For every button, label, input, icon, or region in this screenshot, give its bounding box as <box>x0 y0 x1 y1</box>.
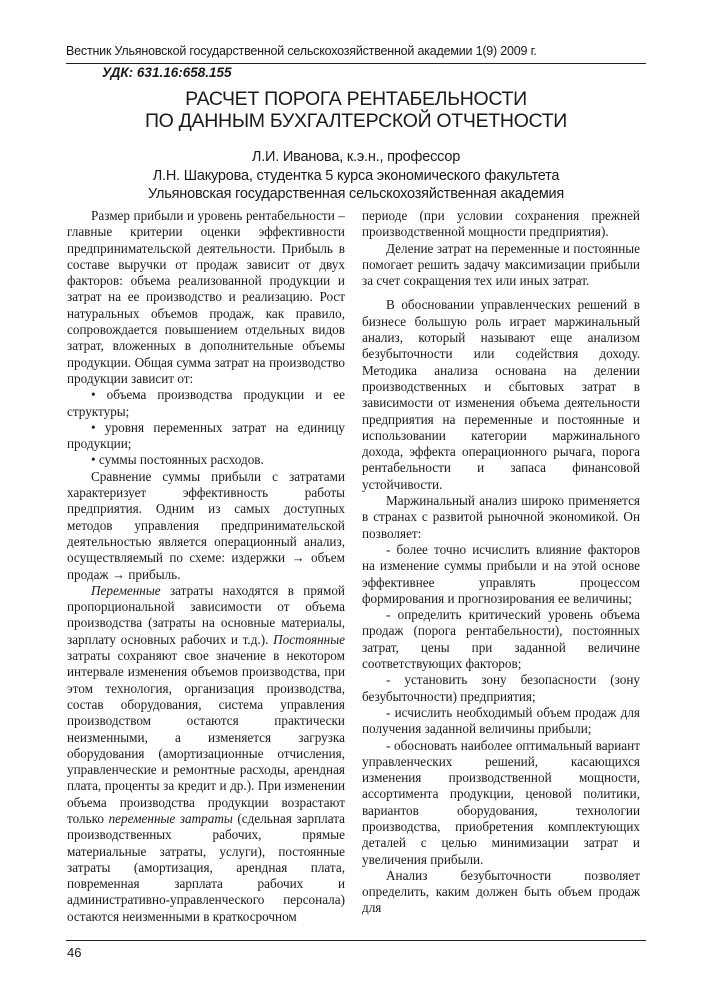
paragraph: периоде (при условии сохранения прежней производственной мощности предприятия). <box>362 208 640 240</box>
text-run: (сдельная зарплата производственных рабочих, прямые материальные затраты, услуги), постоянные затраты (амортизация, арендная плата, повременная зарплата рабочих и административно-управленческого персонала) остаются неизменными в краткосрочном <box>67 810 346 924</box>
author-2: Л.Н. Шакурова, студентка 5 курса экономического факультета <box>152 167 560 184</box>
right-column <box>362 208 640 917</box>
emphasis: Постоянные <box>273 631 345 647</box>
left-column <box>67 208 345 925</box>
author-block <box>66 148 646 204</box>
title-line-1: РАСЧЕТ ПОРОГА РЕНТАБЕЛЬНОСТИ <box>185 88 527 110</box>
bullet-item: • суммы постоянных расходов. <box>91 452 264 468</box>
affiliation: Ульяновская государственная сельскохозяйственная академия <box>147 186 565 202</box>
bullet-item: • объема производства продукции и ее структуры; <box>67 387 345 419</box>
udk-code: УДК: 631.16:658.155 <box>102 65 232 80</box>
paragraph: Анализ безубыточности позволяет определить, каким должен быть объем продаж для <box>362 867 640 916</box>
paragraph <box>67 583 345 925</box>
article-title <box>66 88 646 132</box>
paragraph: Сравнение суммы прибыли с затратами характеризует эффективность работы предприятия. Одним из самых доступных методов управления предпринимательской деятельностью является операционный анализ, осуществляемый по схеме: издержки → объем продаж → прибыль. <box>67 468 345 582</box>
paragraph: Деление затрат на переменные и постоянные помогает решить задачу максимизации прибыли за счет сокращения тех или иных затрат. <box>362 240 640 289</box>
paragraph: Размер прибыли и уровень рентабельности – главные критерии оценки эффективности предпринимательской деятельности. Прибыль в составе выручки от продаж зависит от двух факторов: объема реализованной продукции и затрат на ее производство и реализацию. Рост натуральных объемов продаж, как правило, сопровождается повышением отдельных видов затрат, вложенных в дополнительные объемы продукции. Общая сумма затрат на производство продукции зависит от: <box>67 208 345 386</box>
paragraph: Маржинальный анализ широко применяется в странах с развитой рыночной экономикой. Он позволяет: <box>362 493 640 541</box>
page-number: 46 <box>67 945 82 960</box>
title-line-2: ПО ДАННЫМ БУХГАЛТЕРСКОЙ ОТЧЕТНОСТИ <box>144 110 568 132</box>
bullet-item: • уровня переменных затрат на единицу продукции; <box>67 419 345 452</box>
journal-header: Вестник Ульяновской государственной сельскохозяйственной академии 1(9) 2009 г. <box>66 44 537 58</box>
list-item: - установить зону безопасности (зону безубыточности) предприятия; <box>362 672 640 704</box>
list-item: - обосновать наиболее оптимальный вариант управленческих решений, касающихся изменения производственной мощности, ассортимента продукции, ценовой политики, вариантов оборудования, технологии производства, приобретения комплектующих деталей с целью минимизации затрат и увеличения прибыли. <box>362 737 640 867</box>
footer-rule <box>66 940 646 941</box>
list-item: - определить критический уровень объема продаж (порога рентабельности), постоянных затрат, цены при заданной величине соответствующих факторов; <box>362 607 640 672</box>
list-item: - более точно исчислить влияние факторов на изменение суммы прибыли и на этой основе эффективнее управлять процессом формирования и прогнозирования ее величины; <box>362 541 640 606</box>
list-item: - исчислить необходимый объем продаж для получения заданной величины прибыли; <box>362 704 640 737</box>
emphasis: переменные затраты <box>108 810 233 826</box>
paragraph: В обосновании управленческих решений в бизнесе большую роль играет маржинальный анализ, который называют еще анализом безубыточности или содействия доходу. Методика анализа основана на делении производственных и сбытовых затрат в зависимости от изменения объема деятельности предприятия на переменные и постоянные и использовании категории маржинального дохода, эффекта операционного рычага, порога рентабельности и запаса финансовой устойчивости. <box>362 297 640 492</box>
author-1: Л.И. Иванова, к.э.н., профессор <box>251 149 461 165</box>
text-run: затраты сохраняют свое значение в некотором интервале изменения объемов производства, при этом технология, организация производства, состав оборудования, система управления производством остаются практически неизменными, а изменяется загрузка оборудования (амортизационные отчисления, управленческие и ремонтные расходы, арендная плата, проценты за кредит и др.). При изменении объема производства продукции возрастают только <box>67 648 345 826</box>
header-rule <box>66 63 646 64</box>
emphasis: Переменные <box>91 582 161 598</box>
text-run: затраты находятся в прямой пропорциональной зависимости от объема производства (затраты на основные материалы, зарплату основных рабочих и т.д.). <box>67 582 345 647</box>
